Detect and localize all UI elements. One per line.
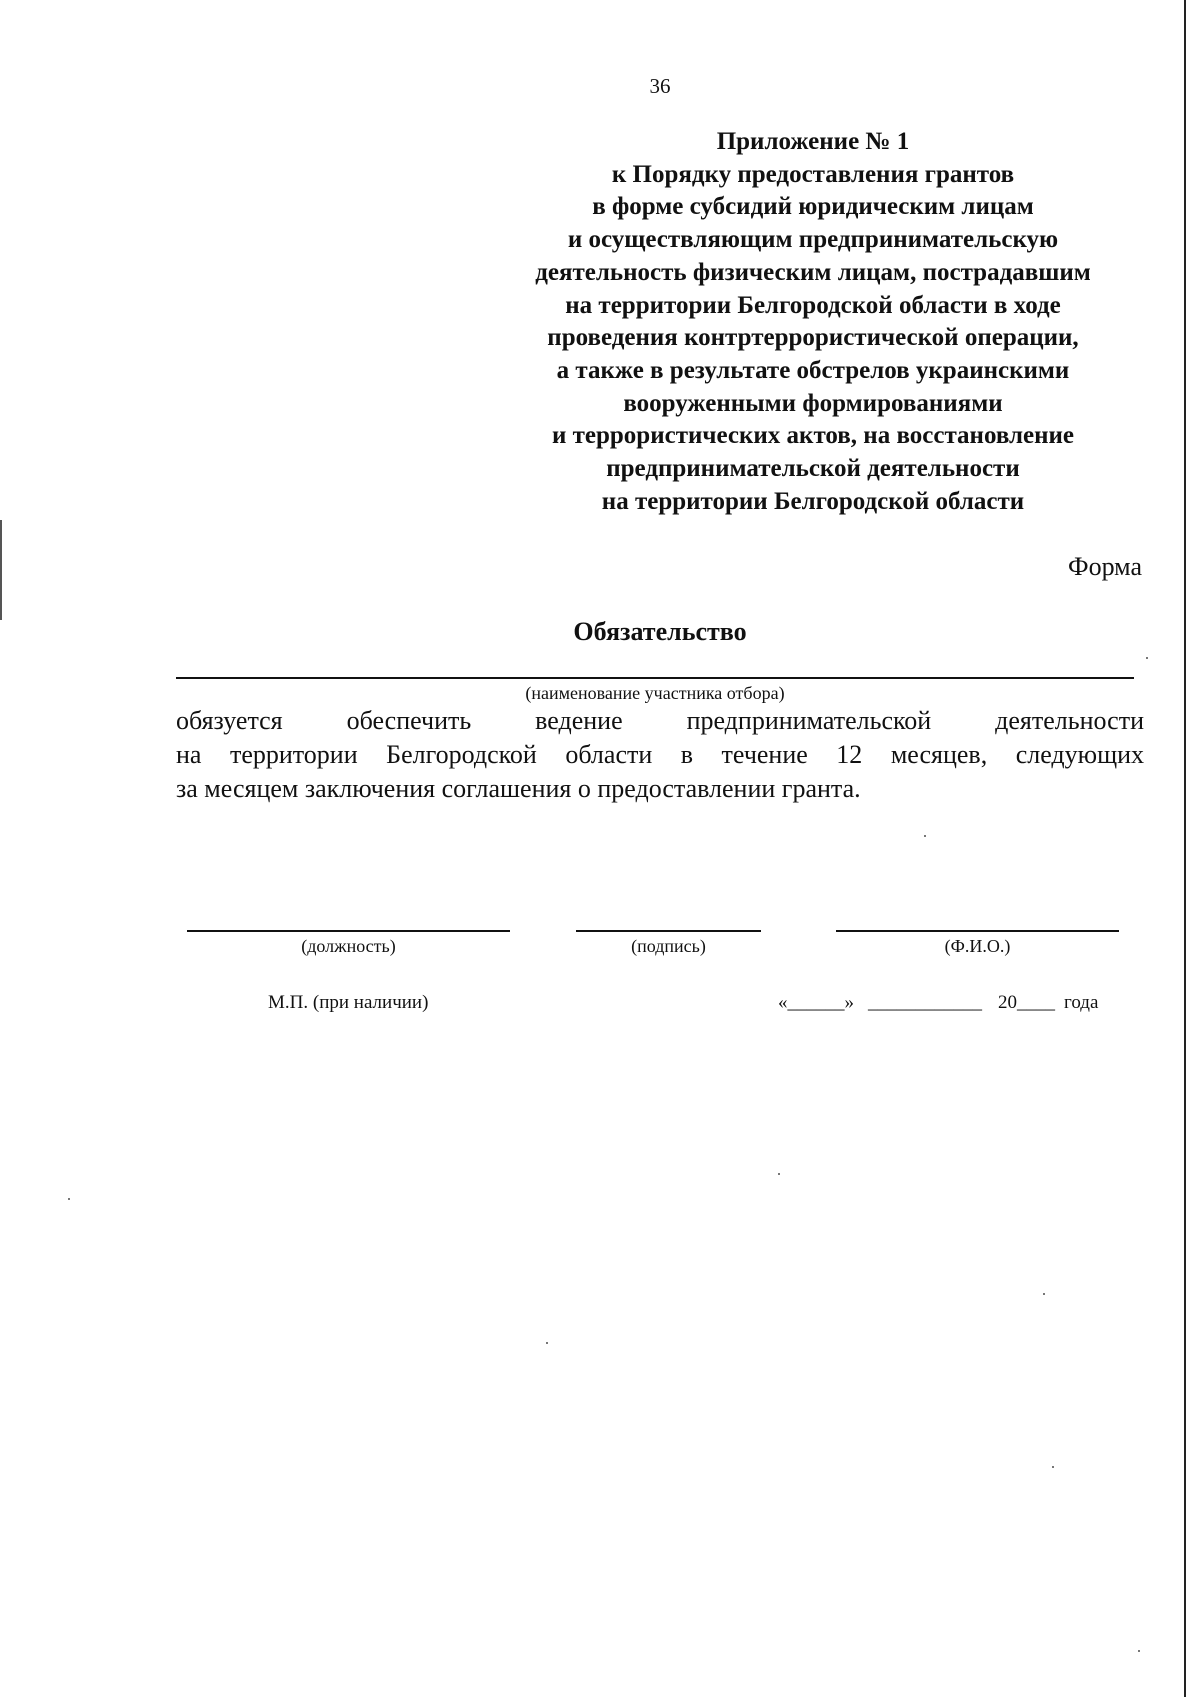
obligation-line: обязуется обеспечить ведение предпринимательской деятельности [176, 706, 1144, 735]
date-suffix: года [1064, 992, 1099, 1013]
appendix-heading [460, 126, 1166, 518]
participant-caption: (наименование участника отбора) [525, 683, 785, 703]
appendix-line: на территории Белгородской области в ходе [565, 291, 1061, 319]
scan-speck [1043, 1293, 1045, 1295]
obligation-line: на территории Белгородской области в течение 12 месяцев, следующих [176, 740, 1144, 769]
appendix-line: и террористических актов, на восстановление [551, 422, 1075, 450]
appendix-line: к Порядку предоставления грантов [611, 160, 1015, 188]
scan-speck [1146, 657, 1148, 659]
signature-caption: (подпись) [631, 936, 706, 956]
appendix-line: Приложение № 1 [716, 128, 910, 155]
date-day-blank: «______» [778, 992, 854, 1013]
name-line [836, 930, 1119, 932]
page-number: 36 [649, 74, 671, 98]
document-title: Обязательство [573, 617, 747, 646]
appendix-line: предпринимательской деятельности [606, 455, 1020, 483]
participant-name-line [176, 677, 1134, 679]
appendix-line: в форме субсидий юридическим лицам [592, 193, 1034, 221]
scan-speck [924, 835, 926, 837]
date-year-blank: 20____ [998, 992, 1055, 1013]
appendix-line: и осуществляющим предпринимательскую [567, 226, 1059, 254]
appendix-line: а также в результате обстрелов украинскими [556, 356, 1070, 384]
signature-line [576, 930, 761, 932]
scan-edge-line [1184, 0, 1186, 1697]
position-caption: (должность) [301, 936, 396, 956]
appendix-line: вооруженными формированиями [623, 389, 1003, 417]
scan-speck [778, 1173, 780, 1175]
scan-speck [1052, 1466, 1054, 1468]
scan-edge-mark [0, 520, 2, 620]
obligation-line: за месяцем заключения соглашения о предоставлении гранта. [176, 774, 861, 803]
appendix-line: деятельность физическим лицам, пострадавшим [535, 258, 1091, 286]
stamp-note: М.П. (при наличии) [268, 992, 429, 1013]
obligation-text [176, 704, 1144, 806]
position-line [187, 930, 510, 932]
appendix-line: проведения контртеррористической операции, [547, 324, 1079, 352]
scan-speck [1138, 1650, 1140, 1652]
form-label: Форма [1068, 552, 1142, 581]
appendix-line: на территории Белгородской области [601, 487, 1025, 515]
scan-speck [546, 1342, 548, 1344]
scan-speck [68, 1198, 70, 1200]
name-caption: (Ф.И.О.) [944, 936, 1011, 956]
date-month-blank: ____________ [868, 992, 982, 1013]
